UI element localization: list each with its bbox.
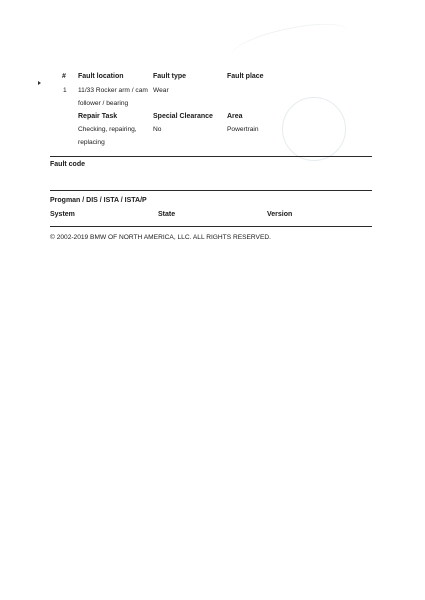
row-marker-icon bbox=[38, 81, 41, 85]
area-value: Powertrain bbox=[227, 126, 259, 133]
progman-title: Progman / DIS / ISTA / ISTA/P bbox=[50, 197, 147, 204]
row-number: 1 bbox=[63, 87, 67, 94]
special-clearance-value: No bbox=[153, 126, 162, 133]
header-fault-location: Fault location bbox=[78, 73, 124, 80]
copyright-notice: © 2002-2019 BMW OF NORTH AMERICA, LLC. ALL RIGHTS RESERVED. bbox=[50, 234, 271, 241]
faint-stamp bbox=[282, 97, 346, 161]
header-number: # bbox=[62, 73, 66, 80]
scan-smudge bbox=[228, 16, 352, 71]
fault-location-line-2: follower / bearing bbox=[78, 100, 129, 107]
fault-type-value: Wear bbox=[153, 87, 169, 94]
column-system: System bbox=[50, 211, 75, 218]
column-state: State bbox=[158, 211, 176, 218]
divider-line bbox=[50, 226, 372, 227]
repair-task-line-1: Checking, repairing, bbox=[78, 126, 137, 133]
divider-line bbox=[50, 156, 372, 157]
column-version: Version bbox=[267, 211, 293, 218]
header-repair-task: Repair Task bbox=[78, 113, 118, 120]
header-fault-type: Fault type bbox=[153, 73, 187, 80]
header-fault-place: Fault place bbox=[227, 73, 264, 80]
header-special-clearance: Special Clearance bbox=[153, 113, 213, 120]
fault-code-label: Fault code bbox=[50, 161, 86, 168]
repair-task-line-2: replacing bbox=[78, 139, 105, 146]
fault-location-line-1: 11/33 Rocker arm / cam bbox=[78, 87, 148, 94]
header-area: Area bbox=[227, 113, 243, 120]
divider-line bbox=[50, 190, 372, 191]
